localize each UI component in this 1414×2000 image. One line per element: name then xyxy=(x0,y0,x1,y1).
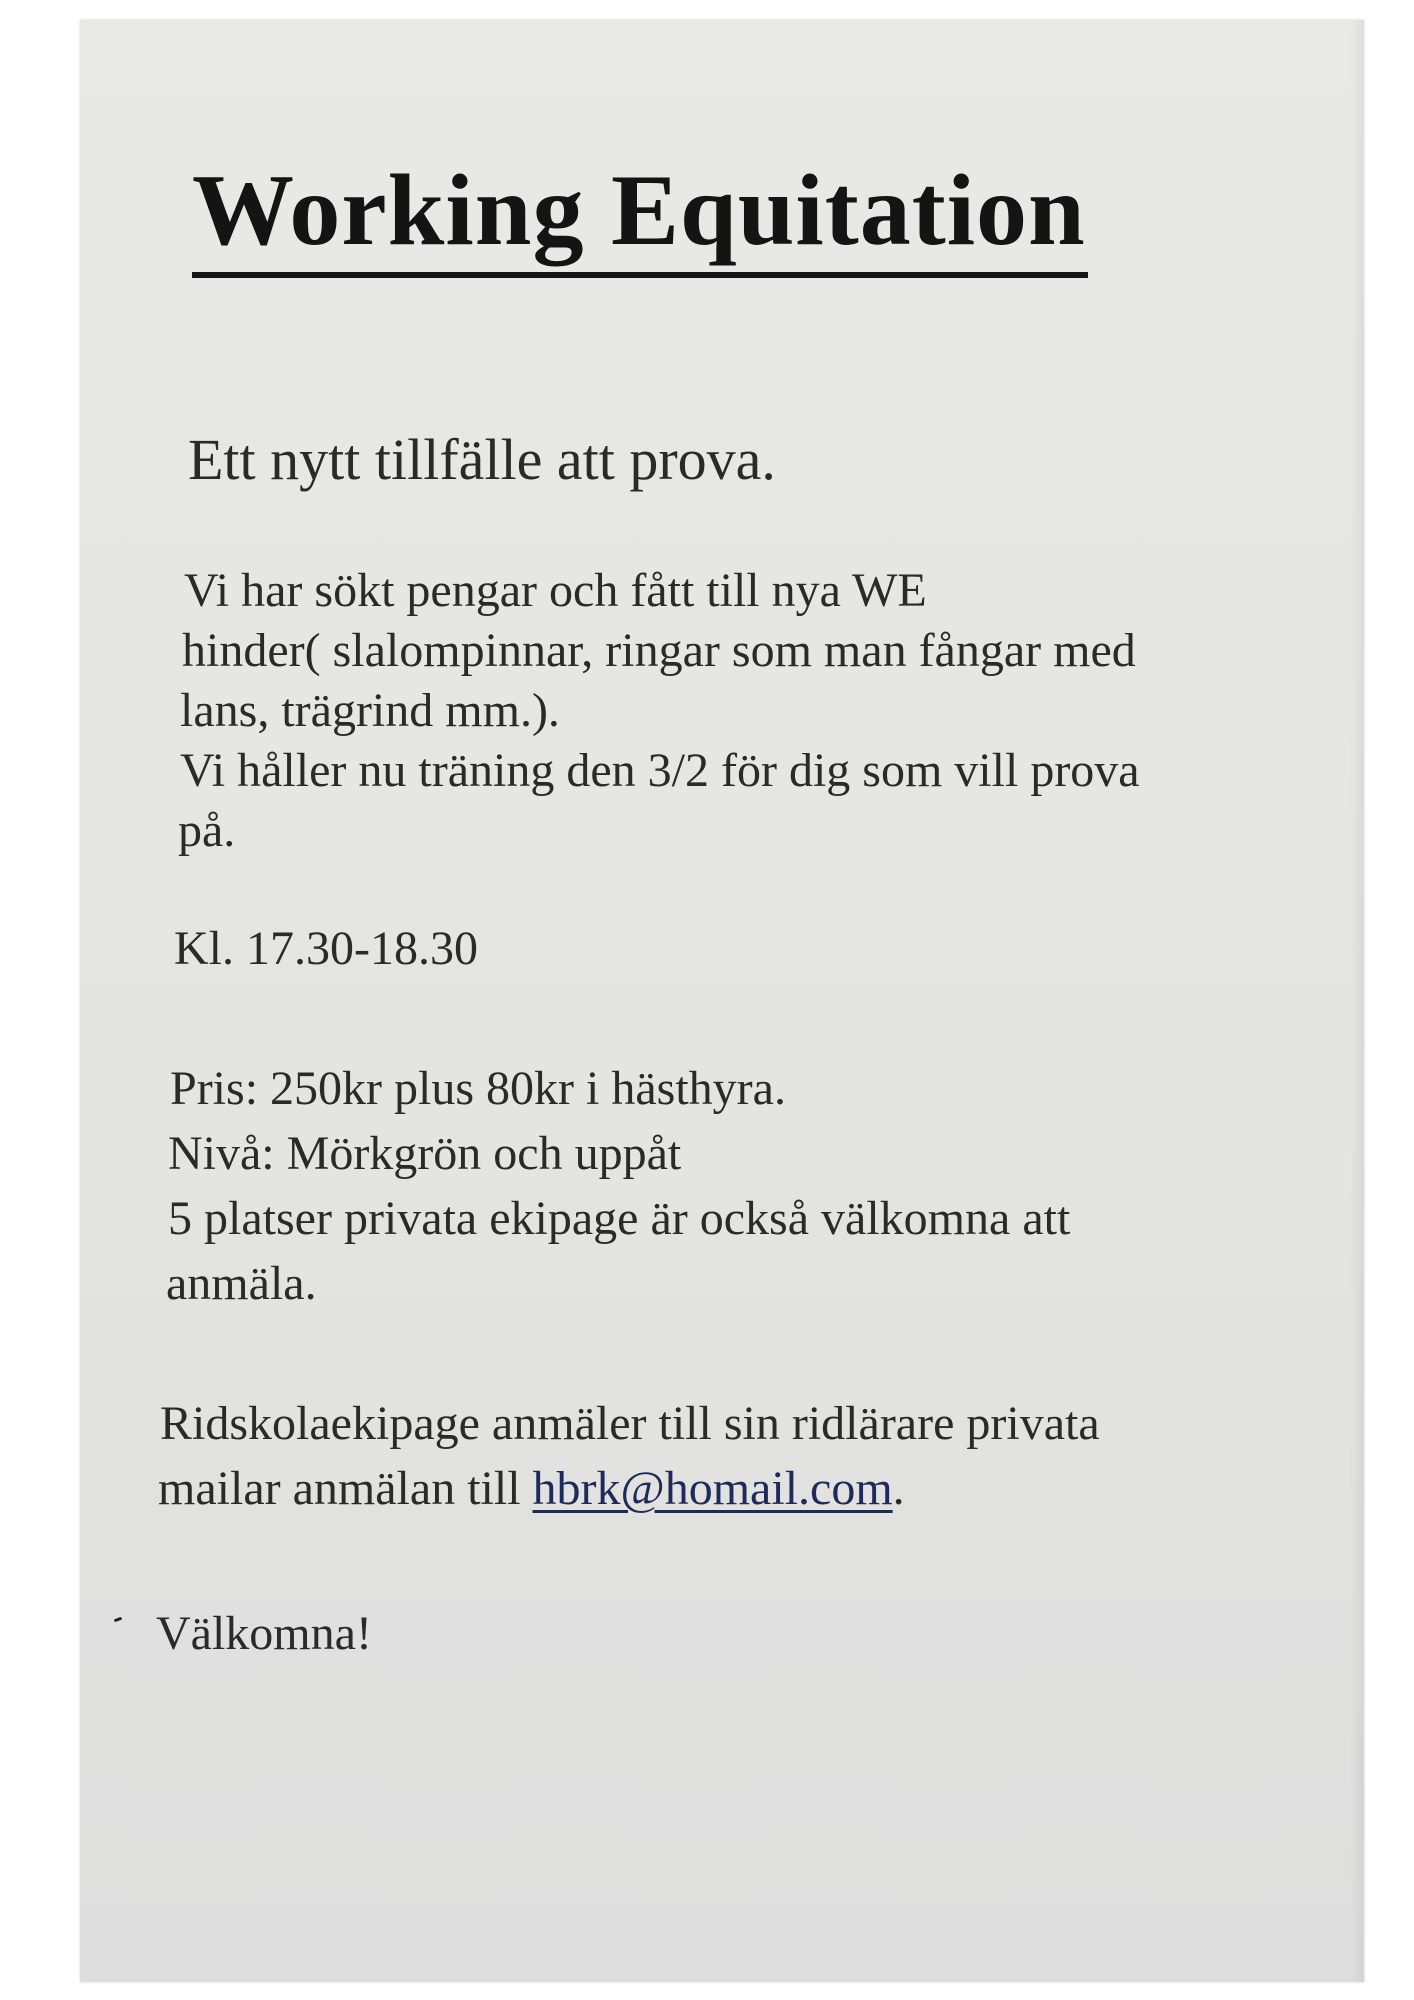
closing-greeting: Välkomna! xyxy=(156,1607,372,1660)
email-link[interactable]: hbrk@homail.com xyxy=(532,1462,893,1515)
signup-line-2-suffix: . xyxy=(892,1462,905,1515)
places-line-1: 5 platser privata ekipage är också välkomna att xyxy=(168,1192,1071,1245)
places-line-2: anmäla. xyxy=(166,1257,317,1310)
intro-line-5: på. xyxy=(178,804,236,857)
signup-line-2-prefix: mailar anmälan till xyxy=(158,1462,533,1515)
intro-line-2: hinder( slalompinnar, ringar som man fångar med xyxy=(182,624,1136,677)
flyer-title: Working Equitation xyxy=(192,150,1088,278)
paper-speck xyxy=(114,1617,123,1623)
signup-line-1: Ridskolaekipage anmäler till sin ridlärare privata xyxy=(160,1397,1100,1450)
intro-line-4: Vi håller nu träning den 3/2 för dig som vill prova xyxy=(180,744,1140,797)
flyer-subtitle: Ett nytt tillfälle att prova. xyxy=(188,427,776,492)
session-time: Kl. 17.30-18.30 xyxy=(174,922,478,975)
flyer-paper xyxy=(80,20,1364,1982)
intro-line-3: lans, trägrind mm.). xyxy=(180,684,560,737)
price-line: Pris: 250kr plus 80kr i hästhyra. xyxy=(170,1062,786,1115)
paper-edge-shadow xyxy=(1350,20,1364,1982)
level-line: Nivå: Mörkgrön och uppåt xyxy=(168,1127,682,1180)
intro-line-1: Vi har sökt pengar och fått till nya WE xyxy=(184,564,927,617)
signup-line-2 xyxy=(158,1460,905,1518)
